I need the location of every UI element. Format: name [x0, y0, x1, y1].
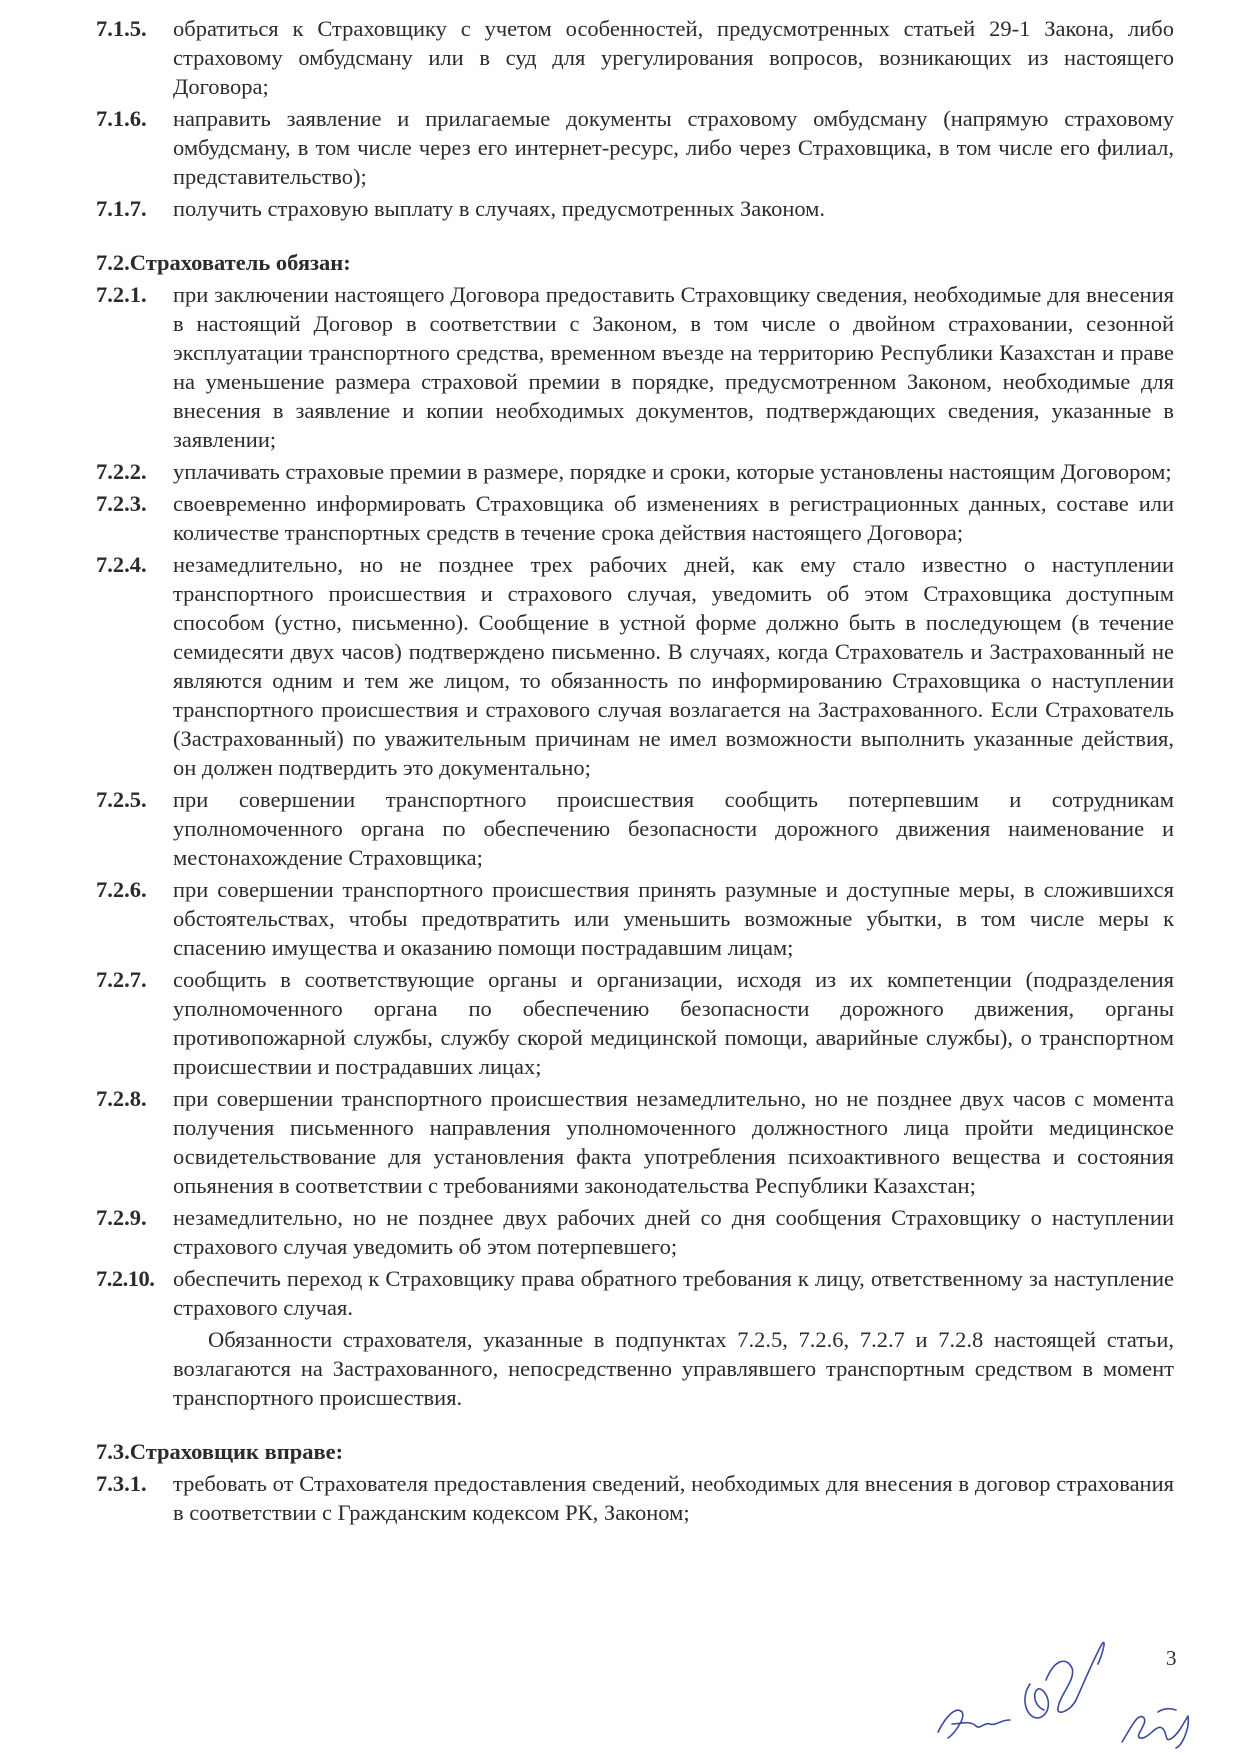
clause-7-2-10	[96, 1264, 1174, 1322]
clause-number: 7.3.1.	[96, 1471, 147, 1496]
clause-7-2-7	[96, 965, 1174, 1081]
clause-number: 7.2.5.	[96, 787, 147, 812]
clause-text: обратиться к Страховщику с учетом особенностей, предусмотренных статьей 29-1 Закона, либо страховому омбудсману или в суд для урегулирования вопросов, возникающих из настоящего Договора;	[173, 16, 1174, 99]
handwritten-signatures	[926, 1620, 1196, 1750]
clause-number: 7.2.9.	[96, 1205, 147, 1230]
clause-number: 7.1.6.	[96, 106, 147, 131]
clause-text: уплачивать страховые премии в размере, порядке и сроки, которые установлены настоящим Договором;	[173, 459, 1172, 484]
clause-text: при совершении транспортного происшествия принять разумные и доступные меры, в сложившихся обстоятельствах, чтобы предотвратить или уменьшить возможные убытки, в том числе меры к спасению имущества и оказанию помощи пострадавшим лицам;	[173, 877, 1174, 960]
clause-number: 7.2.3.	[96, 491, 147, 516]
clause-number: 7.2.7.	[96, 967, 147, 992]
clause-7-1-7	[96, 194, 1174, 223]
section-heading-7-2: 7.2.Страхователь обязан:	[96, 250, 351, 275]
clause-7-2-3	[96, 489, 1174, 547]
section-7-2-note: Обязанности страхователя, указанные в подпунктах 7.2.5, 7.2.6, 7.2.7 и 7.2.8 настоящей статьи, возлагаются на Застрахованного, непосредственно управлявшего транспортным средством в момент транспортного происшествия.	[173, 1327, 1174, 1410]
clause-number: 7.2.2.	[96, 459, 147, 484]
clause-7-2-2	[96, 457, 1174, 486]
clause-number: 7.2.4.	[96, 552, 147, 577]
clause-7-2-6	[96, 875, 1174, 962]
clause-text: требовать от Страхователя предоставления сведений, необходимых для внесения в договор страхования в соответствии с Гражданским кодексом РК, Законом;	[173, 1471, 1174, 1525]
clause-number: 7.1.7.	[96, 196, 147, 221]
page-number: 3	[1166, 1646, 1177, 1670]
clause-text: при совершении транспортного происшествия сообщить потерпевшим и сотрудникам уполномоченного органа по обеспечению безопасности дорожного движения наименование и местонахождение Страховщика;	[173, 787, 1174, 870]
section-heading-7-3: 7.3.Страховщик вправе:	[96, 1439, 344, 1464]
signature-icon	[926, 1620, 1196, 1750]
clause-text: при совершении транспортного происшествия незамедлительно, но не позднее двух часов с момента получения письменного направления уполномоченного должностного лица пройти медицинское освидетельствование для установления факта употребления психоактивного вещества и состояния опьянения в соответствии с требованиями законодательства Республики Казахстан;	[173, 1086, 1174, 1198]
clause-text: направить заявление и прилагаемые документы страховому омбудсману (напрямую страховому омбудсману, в том числе через его интернет-ресурс, либо через Страховщика, в том числе его филиал, представительство);	[173, 106, 1174, 189]
clause-text: получить страховую выплату в случаях, предусмотренных Законом.	[173, 196, 826, 221]
clause-7-2-8	[96, 1084, 1174, 1200]
clause-7-2-1	[96, 280, 1174, 454]
clause-number: 7.2.8.	[96, 1086, 147, 1111]
clause-7-2-9	[96, 1203, 1174, 1261]
clause-7-3-1	[96, 1469, 1174, 1527]
clause-text: обеспечить переход к Страховщику права обратного требования к лицу, ответственному за наступление страхового случая.	[173, 1266, 1174, 1320]
clause-number: 7.2.6.	[96, 877, 147, 902]
clause-text: своевременно информировать Страховщика об изменениях в регистрационных данных, составе или количестве транспортных средств в течение срока действия настоящего Договора;	[173, 491, 1174, 545]
clause-7-2-5	[96, 785, 1174, 872]
clause-7-1-6	[96, 104, 1174, 191]
clause-text: незамедлительно, но не позднее трех рабочих дней, как ему стало известно о наступлении транспортного происшествия и страхового случая, уведомить об этом Страховщика доступным способом (устно, письменно). Сообщение в устной форме должно быть в последующем (в течение семидесяти двух часов) подтверждено письменно. В случаях, когда Страхователь и Застрахованный не являются одним и тем же лицом, то обязанность по информированию Страховщика о наступлении транспортного происшествия и страхового случая возлагается на Застрахованного. Если Страхователь (Застрахованный) по уважительным причинам не имел возможности выполнить указанные действия, он должен подтвердить это документально;	[173, 552, 1174, 780]
clause-text: при заключении настоящего Договора предоставить Страховщику сведения, необходимые для внесения в настоящий Договор в соответствии с Законом, в том числе о двойном страховании, сезонной эксплуатации транспортного средства, временном въезде на территорию Республики Казахстан и праве на уменьшение размера страховой премии в порядке, предусмотренном Законом, необходимые для внесения в заявление и копии необходимых документов, подтверждающих сведения, указанные в заявлении;	[173, 282, 1174, 452]
clause-number: 7.2.10.	[96, 1266, 155, 1291]
clause-text: сообщить в соответствующие органы и организации, исходя из их компетенции (подразделения уполномоченного органа по обеспечению безопасности дорожного движения, органы противопожарной службы, службу скорой медицинской помощи, аварийные службы), о транспортном происшествии и пострадавших лицах;	[173, 967, 1174, 1079]
clause-number: 7.1.5.	[96, 16, 147, 41]
clause-text: незамедлительно, но не позднее двух рабочих дней со дня сообщения Страховщику о наступлении страхового случая уведомить об этом потерпевшего;	[173, 1205, 1174, 1259]
clause-7-2-4	[96, 550, 1174, 782]
document-body	[96, 14, 1174, 1530]
clause-number: 7.2.1.	[96, 282, 147, 307]
clause-7-1-5	[96, 14, 1174, 101]
